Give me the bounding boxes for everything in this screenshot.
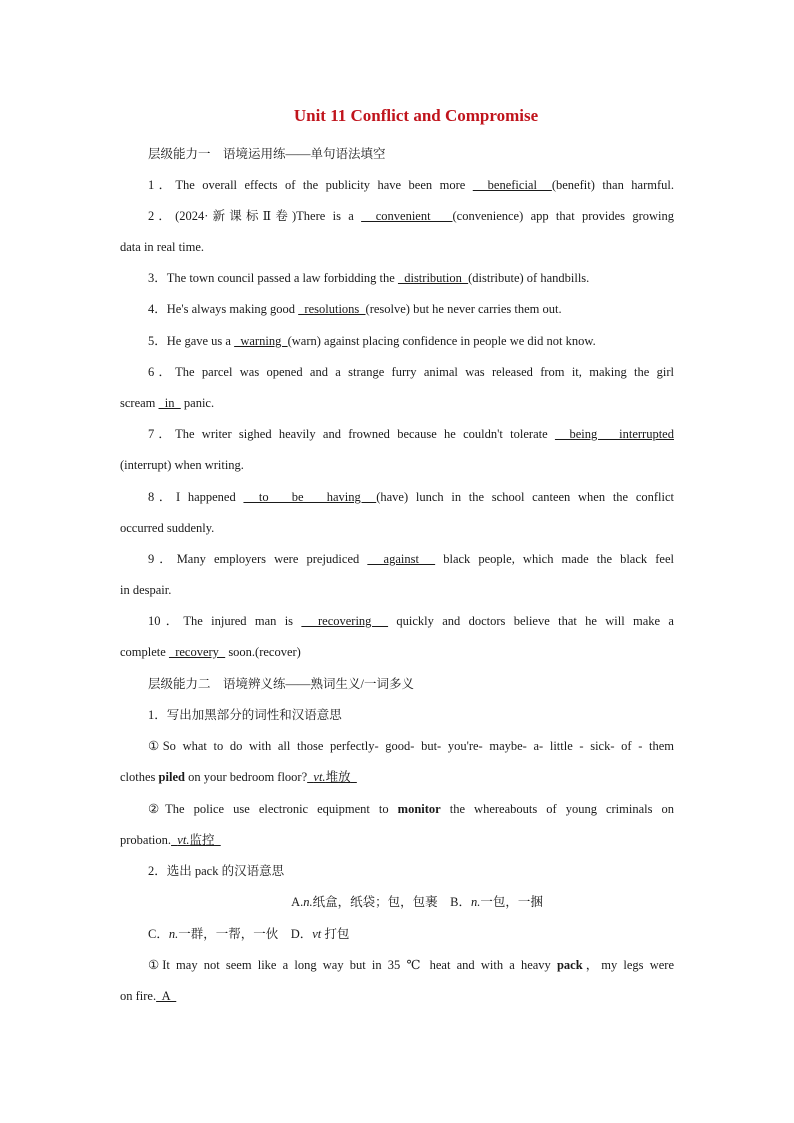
part-1-item-a: ①So what to do with all those perfectly- good- but- you're- maybe- a- little - sick- of - them	[148, 739, 674, 753]
question-number: 1．	[148, 178, 176, 192]
question-6: 6．The parcel was opened and a strange furry animal was released from it, making the girl	[148, 365, 674, 379]
answer-blank: vt.堆放	[313, 770, 351, 784]
question-2-continued: data in real time.	[120, 240, 204, 254]
question-1: 1．The overall effects of the publicity have been more beneficial (benefit) than harmful.	[148, 178, 674, 192]
bold-keyword: monitor	[397, 802, 441, 816]
section-heading-1: 层级能力一 语境运用练——单句语法填空	[148, 147, 386, 161]
question-7-continued: (interrupt) when writing.	[120, 458, 244, 472]
part-2-options-ab: A.n.纸盒，纸袋；包，包裹 B．n.一包，一捆	[291, 895, 543, 909]
question-7: 7．The writer sighed heavily and frowned because he couldn't tolerate being interrupted	[148, 427, 674, 441]
question-number: 8．	[148, 490, 176, 504]
answer-blank: vt.监控	[177, 833, 215, 847]
question-9: 9．Many employers were prejudiced against black people, which made the black feel	[148, 552, 674, 566]
section-heading-2: 层级能力二 语境辨义练——熟词生义/一词多义	[148, 677, 414, 691]
answer-blank: recovery	[168, 645, 226, 659]
question-8: 8．I happened to be having (have) lunch in the school canteen when the conflict	[148, 490, 674, 504]
question-number: 9．	[148, 552, 177, 566]
question-number: 10．	[148, 614, 184, 628]
answer-blank: being interrupted	[554, 427, 674, 441]
answer-blank: to be having	[243, 490, 377, 504]
question-6-continued: scream in panic.	[120, 396, 215, 410]
question-10-continued: complete recovery soon.(recover)	[120, 645, 301, 659]
question-number: 5．	[148, 334, 167, 348]
answer-blank: against	[367, 552, 436, 566]
question-2: 2．(2024·新课标Ⅱ卷)There is a convenient (convenience) app that provides growing	[148, 209, 674, 223]
answer-blank: A	[156, 989, 177, 1003]
page-title: Unit 11 Conflict and Compromise	[293, 106, 539, 125]
question-number: 2．	[148, 209, 176, 223]
answer-blank: distribution	[397, 271, 469, 285]
question-number: 6．	[148, 365, 176, 379]
bold-keyword: piled	[158, 770, 185, 784]
answer-blank: in	[158, 396, 181, 410]
question-number: 3．	[148, 271, 167, 285]
part-1-item-a-continued: clothes piled on your bedroom floor? vt.堆放	[120, 769, 674, 785]
question-8-continued: occurred suddenly.	[120, 521, 215, 535]
bold-keyword: pack	[556, 958, 583, 972]
part-2-item-a: ①It may not seem like a long way but in 35 ℃ heat and with a heavy pack，my legs were	[148, 958, 674, 972]
question-4: 4．He's always making good resolutions (resolve) but he never carries them out.	[148, 302, 562, 316]
part-1-item-b: ②The police use electronic equipment to monitor the whereabouts of young criminals on	[148, 802, 675, 816]
part-2-item-a-continued: on fire. A	[120, 989, 177, 1003]
question-5: 5．He gave us a warning (warn) against placing confidence in people we did not know.	[148, 334, 596, 348]
question-3: 3．The town council passed a law forbidding the distribution (distribute) of handbills.	[148, 271, 590, 285]
part-1-item-b-continued: probation. vt.监控	[120, 832, 674, 848]
question-9-continued: in despair.	[120, 583, 172, 597]
part-2-heading: 2．选出 pack 的汉语意思	[148, 864, 285, 878]
part-1-heading: 1．写出加黑部分的词性和汉语意思	[148, 708, 342, 722]
question-10: 10．The injured man is recovering quickly and doctors believe that he will make a	[148, 614, 674, 628]
answer-blank: resolutions	[298, 302, 366, 316]
answer-blank: beneficial	[472, 178, 552, 192]
answer-blank: warning	[234, 334, 288, 348]
answer-blank: recovering	[301, 614, 389, 628]
question-number: 7．	[148, 427, 176, 441]
question-number: 4．	[148, 302, 167, 316]
answer-blank: convenient	[361, 209, 453, 223]
part-2-options-cd: C．n.一群，一帮，一伙 D．vt 打包	[148, 927, 350, 941]
